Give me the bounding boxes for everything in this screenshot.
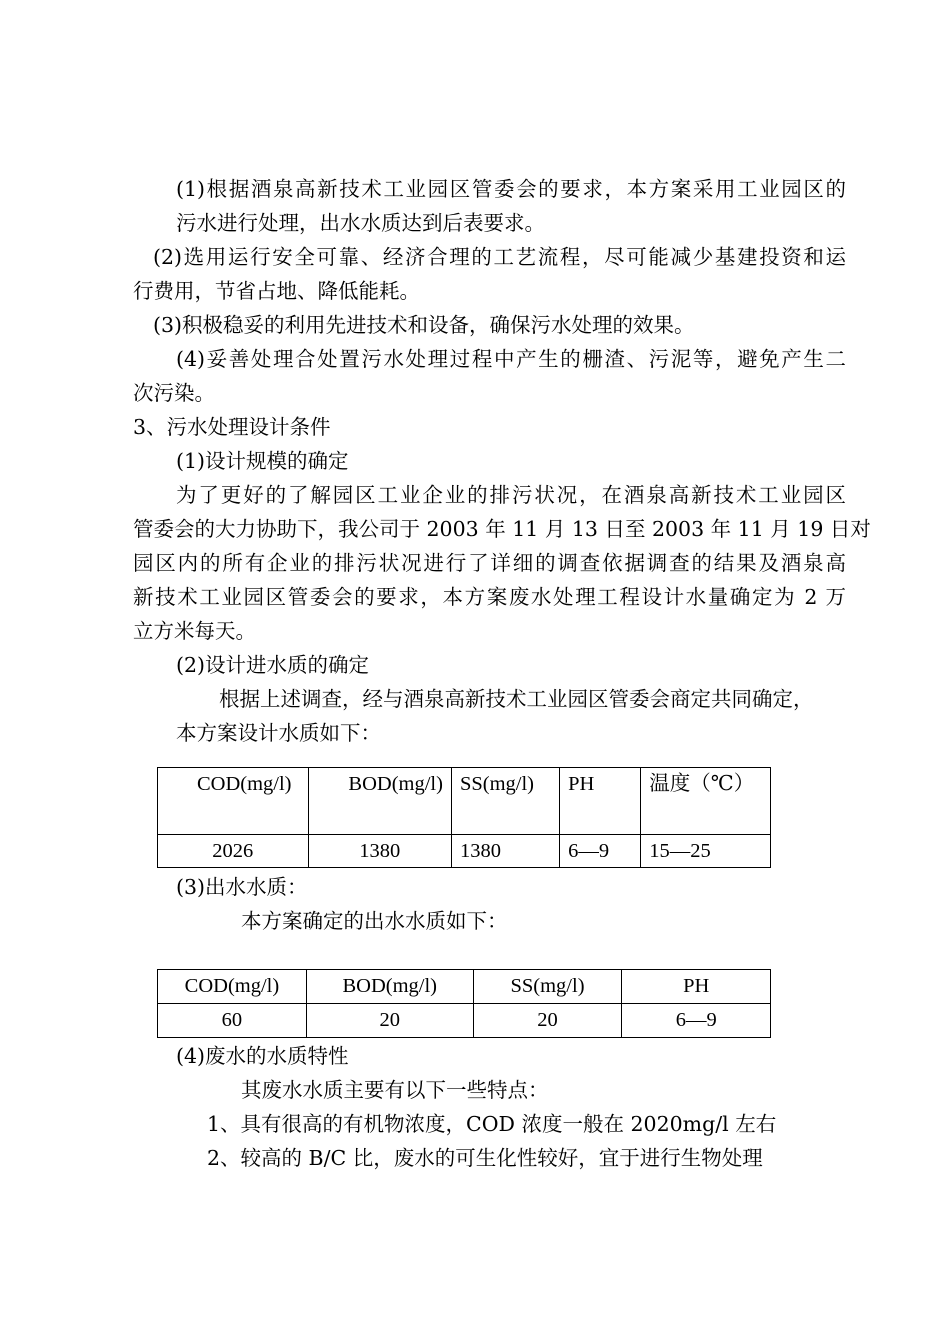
paragraph-line: 立方米每天。	[133, 619, 256, 643]
table-header-cell: COD(mg/l)	[158, 768, 309, 835]
subsection-heading: (2)设计进水质的确定	[176, 653, 370, 677]
paragraph-line: 本方案确定的出水水质如下：	[241, 909, 508, 933]
paragraph-line: 本方案设计水质如下：	[176, 721, 381, 745]
table-cell: 60	[158, 1004, 307, 1038]
table-cell: 2026	[158, 835, 309, 868]
table-cell: 1380	[308, 835, 451, 868]
list-item: 2、较高的 B/C 比，废水的可生化性较好，宜于进行生物处理	[207, 1146, 763, 1170]
section-heading: 3、污水处理设计条件	[133, 415, 331, 439]
table-cell: 20	[306, 1004, 473, 1038]
paragraph-line: (2)选用运行安全可靠、经济合理的工艺流程，尽可能减少基建投资和运	[153, 245, 846, 269]
table-row	[158, 1004, 771, 1038]
paragraph-line: 新技术工业园区管委会的要求，本方案废水处理工程设计水量确定为 2 万	[133, 585, 846, 609]
table-cell: 20	[473, 1004, 622, 1038]
paragraph-line: 为了更好的了解园区工业企业的排污状况，在酒泉高新技术工业园区	[176, 483, 846, 507]
subsection-heading: (1)设计规模的确定	[176, 449, 349, 473]
table-header-cell: PH	[560, 768, 641, 835]
influent-quality-table	[157, 767, 771, 868]
effluent-quality-table	[157, 969, 771, 1038]
paragraph-line: (4)妥善处理合处置污水处理过程中产生的栅渣、污泥等，避免产生二	[176, 347, 846, 371]
table-cell: 1380	[451, 835, 559, 868]
table-header-cell: 温度（℃）	[641, 768, 771, 835]
paragraph-line: 管委会的大力协助下，我公司于 2003 年 11 月 13 日至 2003 年 11 月 19 日对	[133, 517, 871, 541]
paragraph-line: 根据上述调查，经与酒泉高新技术工业园区管委会商定共同确定，	[219, 687, 814, 711]
table-cell: 15—25	[641, 835, 771, 868]
table-header-row	[158, 768, 771, 835]
paragraph-line: 园区内的所有企业的排污状况进行了详细的调查依据调查的结果及酒泉高	[133, 551, 846, 575]
table-header-cell: SS(mg/l)	[451, 768, 559, 835]
table-header-cell: COD(mg/l)	[158, 970, 307, 1004]
paragraph-line: (3)积极稳妥的利用先进技术和设备，确保污水处理的效果。	[153, 313, 695, 337]
paragraph-line: 其废水水质主要有以下一些特点：	[241, 1078, 549, 1102]
table-row	[158, 835, 771, 868]
table-header-cell: BOD(mg/l)	[306, 970, 473, 1004]
table-cell: 6—9	[622, 1004, 771, 1038]
subsection-heading: (4)废水的水质特性	[176, 1044, 349, 1068]
table-header-row	[158, 970, 771, 1004]
table-header-cell: PH	[622, 970, 771, 1004]
paragraph-line: 行费用，节省占地、降低能耗。	[133, 279, 420, 303]
table-cell: 6—9	[560, 835, 641, 868]
paragraph-line: 污水进行处理，出水水质达到后表要求。	[176, 211, 545, 235]
list-item: 1、具有很高的有机物浓度，COD 浓度一般在 2020mg/l 左右	[207, 1112, 777, 1136]
paragraph-line: 次污染。	[133, 381, 215, 405]
subsection-heading: (3)出水水质：	[176, 875, 308, 899]
paragraph-line: (1)根据酒泉高新技术工业园区管委会的要求，本方案采用工业园区的	[176, 177, 846, 201]
table-header-cell: BOD(mg/l)	[308, 768, 451, 835]
table-header-cell: SS(mg/l)	[473, 970, 622, 1004]
